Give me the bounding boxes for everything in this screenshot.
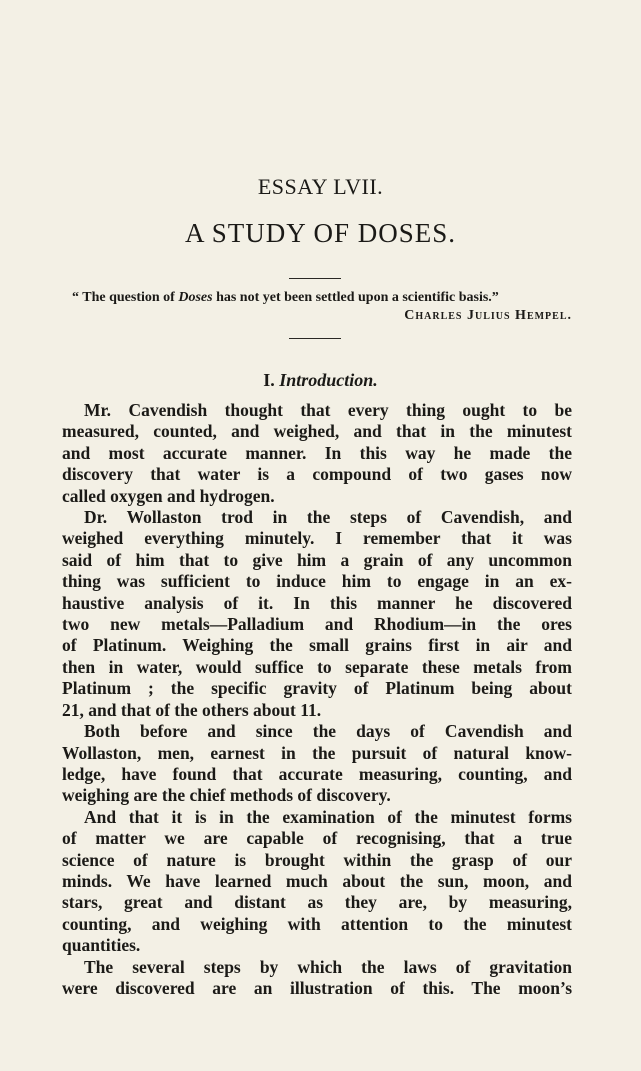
text-line: thing was sufficient to induce him to engage in an ex- bbox=[62, 571, 572, 592]
text-line: ledge, have found that accurate measuring, counting, and bbox=[62, 763, 572, 784]
text-line: haustive analysis of it. In this manner he discovered bbox=[62, 592, 572, 613]
paragraph bbox=[62, 957, 572, 1000]
text-line: quantities. bbox=[62, 935, 141, 956]
paragraph bbox=[62, 721, 572, 807]
text-line: The several steps by which the laws of gravitation bbox=[84, 956, 572, 977]
divider-top bbox=[289, 278, 341, 279]
text-line: two new metals—Palladium and Rhodium—in the ores bbox=[62, 614, 572, 635]
text-line: Mr. Cavendish thought that every thing ought to be bbox=[84, 400, 572, 420]
epigraph-emphasis: Doses bbox=[178, 290, 213, 305]
text-line: and most accurate manner. In this way he made the bbox=[62, 442, 572, 463]
text-line: said of him that to give him a grain of any uncommon bbox=[62, 549, 572, 570]
section-heading: I. Introduction. bbox=[263, 370, 378, 390]
text-line: of matter we are capable of recognising, that a true bbox=[62, 828, 572, 849]
text-line: of Platinum. Weighing the small grains first in air and bbox=[62, 635, 572, 656]
text-line: stars, great and distant as they are, by measuring, bbox=[62, 892, 572, 913]
text-line: Both before and since the days of Cavendish and bbox=[84, 721, 572, 742]
epigraph bbox=[72, 289, 572, 325]
text-line: And that it is in the examination of the minutest forms bbox=[84, 806, 572, 827]
text-line: were discovered are an illustration of this. The moon’s bbox=[62, 977, 572, 998]
text-line: science of nature is brought within the grasp of our bbox=[62, 849, 572, 870]
text-line: 21, and that of the others about 11. bbox=[62, 699, 322, 720]
text-line: Dr. Wollaston trod in the steps of Cavendish, and bbox=[84, 507, 572, 528]
body-text bbox=[62, 400, 572, 999]
divider-bottom bbox=[289, 338, 341, 339]
paragraph bbox=[62, 507, 572, 721]
text-line: minds. We have learned much about the sun, moon, and bbox=[62, 870, 572, 891]
essay-title: A STUDY OF DOSES. bbox=[184, 218, 457, 248]
text-line: called oxygen and hydrogen. bbox=[62, 485, 275, 506]
paragraph bbox=[62, 807, 572, 957]
epigraph-attribution: Charles Julius Hempel. bbox=[404, 308, 572, 323]
epigraph-quote: “ The question of Doses has not yet been settled upon a scientific basis.” bbox=[72, 290, 499, 305]
text-line: weighing are the chief methods of discovery. bbox=[62, 785, 391, 806]
paragraph bbox=[62, 400, 572, 507]
essay-number: ESSAY LVII. bbox=[257, 174, 384, 199]
text-line: Wollaston, men, earnest in the pursuit of natural know- bbox=[62, 742, 572, 763]
text-line: Platinum ; the specific gravity of Platinum being about bbox=[62, 678, 572, 699]
text-line: measured, counted, and weighed, and that in the minutest bbox=[62, 421, 572, 442]
text-line: discovery that water is a compound of two gases now bbox=[62, 464, 572, 485]
text-line: weighed everything minutely. I remember that it was bbox=[62, 528, 572, 549]
text-line: then in water, would suffice to separate these metals from bbox=[62, 656, 572, 677]
text-line: counting, and weighing with attention to the minutest bbox=[62, 913, 572, 934]
